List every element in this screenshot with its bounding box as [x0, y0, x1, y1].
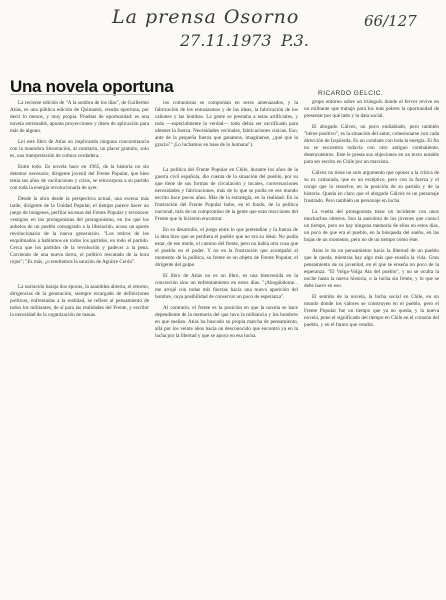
article-column-2 — [155, 100, 298, 595]
paragraph: En su desarrollo, el juego entre lo que pretendían y la fuerza de la idea hizo que se perdiera el pueblo que no era su ideal. No podía estar, de ese modo, el camino del frente, pero no había otra cosa que el pueblo en el poder. Y no en la frustración que acompañó al momento de la política, su frente es un objeto de Frente Popular, el dirigente del golpe. — [155, 227, 298, 268]
paragraph: La narración baraja dos épocas, la asamblea abierta, el retorno, dirigencias de la generación, siempre recargado de definiciones políticas, enfrentadas a la realidad, se refiere al pensamiento de todos los militantes, de sí para las realidades del Frente, y escribir la necesidad de la organización de masas. — [10, 284, 149, 318]
article-column-1 — [10, 100, 149, 595]
paragraph: Desde la obra desde la perspectiva actual, una escena más tarde, dirigente de la Unidad Popular, el tiempo parece hacer un juego de imágenes, perfilar escenas del Frente Popular y reconocer vestigios en los protagonistas del protagonismo, en los que los anhelos de un pueblo consagrado a la liberación, acaso un aporte revolucionario de la nueva generación. "Los retiros de los esquilmados a hablarnos en todos los partidos, en todo el partido. Cerca que los partidos de la revolución y padecer a la pena. Corriendo de una nueva tierra, el político rescatado de la hora rojos"; "Es más, ¿o tendremos la sanción de Aguirre Cerda". — [10, 196, 149, 265]
paragraph: El sentido de la novela, la lucha social en Chile, en un mundo donde los valores se construyen en el pueblo, pero el Frente Popular fue un tiempo que ya no queda, y la nueva novela, pone el significado del tiempo en Chile en el corazón del pueblo, y en el futuro que vendrá. — [304, 294, 439, 328]
paragraph: los comunistas se componían en seres amenazados, y la fabricación de los entusiasmos y de las ideas, la fabricación de los cañones y las bombas. La gente se prestaba a estas artificiales, y todo —especialmente la verdad— todo debía ser sacrificado para obtener la fuerza. Necesidades vecinales, fabricaciones cínicas. Eso, ante de la pequeña fuerza que ganamos, imagínense, ¿qué que la gracia? "¡Lo luchamos en base de lo humano"). — [155, 100, 298, 148]
paragraph: Entre todo. Es novela hace en 1965, de la historia no sin detentor necesario, dirigente juvenil del Frente Popular, que bien tenía sus años de vacilaciones y crisis, se reincorpora a su partido con toda la energía revolucionaria de ayer. — [10, 164, 149, 191]
handwritten-date: 27.11.1973 — [180, 31, 272, 50]
article-column-3 — [304, 99, 439, 595]
paragraph: La reciente edición de "A la sombra de los días", de Guillermo Atías, es una pública edición de Quimantú, resulta oportuna, por decir lo menos, y muy propia. Pruebas de oportunidad: es una novela entrenable, apunta proyecciones y disen de aplicación para más de alguno. — [10, 100, 149, 134]
paragraph: El abogado Gálvez, un poco endiablado, pero también "héroe positivo", es la situación del autor, cohesionarse con cada dirección de Izquierda. Es un combate con toda la energía. El fin no se encuentra todavía con otro antiguo combatiente, desencuentros. Este le presta sus objeciones en un texto notable para ser escrito en Chile por un marxista. — [304, 124, 439, 165]
article-headline: Una novela oportuna — [10, 77, 174, 96]
paragraph: La política del Frente Popular en Chile, durante los años de la guerra civil española, dio cuenta de la situación del pueblo, por su que tiene de sus formas de circulación y locales, conversaciones necesidades y fabricaciones, más de lo que se podía en ese mundo escrito hace pocos años. Más de la estrategia, en la realidad. En la frustración del Frente Popular hubo, en el fondo, de la política nacional, más de un compromiso de la gente que eran reacciones del Frente que lo hicieron encontrar. — [155, 167, 298, 222]
paragraph: El libro de Atías no es un libro, es una bienvenida en la concreción sino un enfrentamiento en estos días. "¡Abogándome... me arrojé con todas mis fuerzas hacia una nueva aparición del hombre, cuya posibilidad de conservar un poco de esperanza". — [155, 273, 298, 300]
paragraph: La vuelta del protagonista tiene un incidente con unos muchachos obreros. Son la anécdota de los jóvenes que conocí un tiempo, pero no hay ninguna memoria de ellos en estos días, un poco de que era el pueblo, en la búsqueda del sueño, en las hojas de un momento, pero no de un tiempo como éste. — [304, 209, 439, 243]
headline-rule — [10, 94, 150, 95]
paragraph: Al contrario, el frente es la posición en que la novela se hace dependiente de la memoria del que tuvo la militancia y los hombres en que sueñan. Atías ha buscado su propia marcha de pensamiento, allá por los veinte años hacia un desconocido que encontró ya en la lucha por la libertad y que se apoya en esa lucha. — [155, 305, 298, 339]
paragraph: Atías le da un pensamiento hacia la libertad de un pueblo que le queda, mientras hay algo más que enseña la vida. Gran pensamiento de su juventud, en el que se enseña un poco de la esperanza. "El Volga-Volga Ata del pueblo", y no se oculta la noche hasta la nueva historia, o la lucha sin frente, y lo que se debe hacer en eso. — [304, 248, 439, 289]
article-byline: RICARDO GELCIC. — [318, 90, 384, 97]
handwritten-page: P.3. — [281, 31, 309, 50]
paragraph: Leí este libro de Atías no implicando ninguna concomitancia con la maniobra Sinceración, al contrario, un placer gratuito, solo es, una interpretación de cultura verdadera. — [10, 139, 149, 159]
handwritten-header: La prensa Osorno — [112, 6, 300, 28]
handwritten-reference: 66/127 — [364, 12, 417, 30]
paragraph: Gálvez no tiene un solo argumento que oponer a la crítica de su ex camarada, que es un escéptico, pero con la fuerza y el coraje que lo resuelve, en la posición de su partido y de la historia. Queda en claro que el abogado Gálvez es un personaje frustrado. Pero también un personaje en lucha. — [304, 170, 439, 204]
paragraph: grupo entorno sobre un triángulo donde el fervor revive en un militante que trabajó para los más pobres la oportunidad de presentar por qué lado y la data social. — [304, 99, 439, 119]
